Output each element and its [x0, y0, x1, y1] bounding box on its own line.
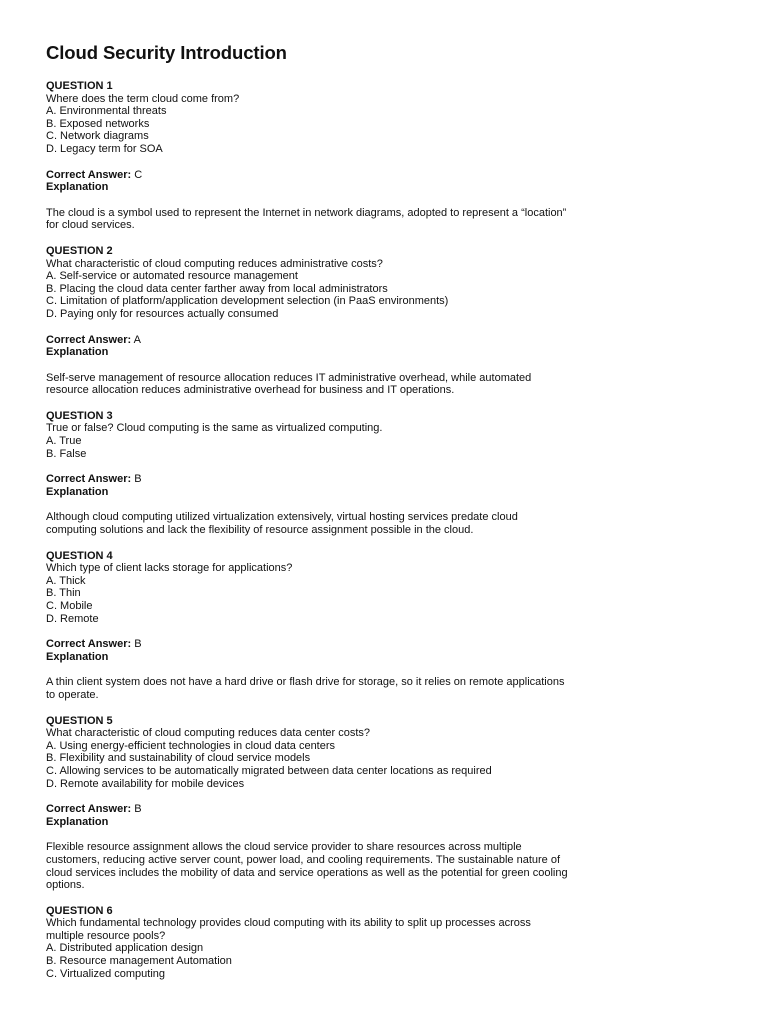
question-block: [46, 715, 616, 905]
explanation-heading: Explanation: [46, 181, 109, 194]
answer-option: A. Distributed application design: [46, 942, 204, 955]
answer-option: B. False: [46, 447, 87, 460]
correct-answer: [46, 334, 616, 347]
question-heading: QUESTION 4: [46, 549, 113, 562]
page-title: Cloud Security Introduction: [46, 42, 287, 63]
correct-answer-label: Correct Answer:: [46, 473, 132, 486]
answer-option: C. Limitation of platform/application development selection (in PaaS environments): [46, 295, 449, 308]
question-text: What characteristic of cloud computing reduces administrative costs?: [46, 257, 383, 270]
question-block: [46, 245, 616, 410]
answer-option: C. Virtualized computing: [46, 967, 166, 980]
explanation-text: resource allocation reduces administrative overhead for business and IT operations.: [46, 384, 455, 397]
question-text: Which type of client lacks storage for applications?: [46, 562, 293, 575]
answer-option: B. Resource management Automation: [46, 955, 232, 968]
answer-option: B. Thin: [46, 587, 81, 600]
question-heading: QUESTION 2: [46, 244, 113, 257]
answer-option: A. Thick: [46, 574, 86, 587]
answer-option: D. Paying only for resources actually consumed: [46, 307, 279, 320]
explanation-text: Self-serve management of resource allocation reduces IT administrative overhead, while automated: [46, 371, 532, 384]
explanation-heading: Explanation: [46, 485, 109, 498]
explanation-text: for cloud services.: [46, 219, 135, 232]
explanation-text: to operate.: [46, 688, 99, 701]
answer-option: C. Network diagrams: [46, 130, 149, 143]
question-text: multiple resource pools?: [46, 929, 166, 942]
document-content: [46, 42, 616, 980]
answer-option: A. True: [46, 435, 82, 448]
question-block: [46, 410, 616, 550]
answer-option: B. Placing the cloud data center farther away from local administrators: [46, 282, 388, 295]
correct-answer: [46, 169, 616, 182]
correct-answer-value: B: [134, 638, 142, 651]
explanation-heading: Explanation: [46, 650, 109, 663]
correct-answer-label: Correct Answer:: [46, 168, 132, 181]
explanation-heading: Explanation: [46, 346, 109, 359]
question-block: [46, 80, 616, 245]
answer-option: D. Remote availability for mobile devices: [46, 777, 245, 790]
explanation-text: Flexible resource assignment allows the cloud service provider to share resources across multiple: [46, 841, 522, 854]
question-text: What characteristic of cloud computing reduces data center costs?: [46, 727, 371, 740]
correct-answer-label: Correct Answer:: [46, 638, 132, 651]
answer-option: C. Mobile: [46, 600, 93, 612]
explanation-text: Although cloud computing utilized virtualization extensively, virtual hosting services predate cloud: [46, 511, 518, 524]
explanation-heading: Explanation: [46, 815, 109, 828]
correct-answer: [46, 803, 616, 816]
question-heading: QUESTION 1: [46, 80, 113, 92]
answer-option: D. Legacy term for SOA: [46, 142, 163, 155]
question-block: [46, 550, 616, 715]
correct-answer-value: B: [134, 803, 142, 816]
answer-option: B. Exposed networks: [46, 117, 150, 130]
correct-answer-value: C: [134, 168, 143, 181]
question-text: Where does the term cloud come from?: [46, 92, 240, 105]
explanation-text: The cloud is a symbol used to represent the Internet in network diagrams, adopted to represent a “location”: [46, 206, 567, 219]
answer-option: B. Flexibility and sustainability of cloud service models: [46, 752, 311, 765]
correct-answer-value: A: [133, 333, 141, 346]
question-heading: QUESTION 5: [46, 714, 113, 727]
correct-answer-label: Correct Answer:: [46, 803, 132, 816]
explanation-text: customers, reducing active server count, power load, and cooling requirements. The sustainable nature of: [46, 853, 561, 866]
question-heading: QUESTION 6: [46, 904, 113, 917]
question-text: True or false? Cloud computing is the same as virtualized computing.: [46, 422, 383, 435]
explanation-text: A thin client system does not have a hard drive or flash drive for storage, so it relies on remote applications: [46, 676, 565, 689]
question-text: Which fundamental technology provides cloud computing with its ability to split up processes across: [46, 917, 531, 930]
correct-answer: [46, 638, 616, 651]
answer-option: D. Remote: [46, 612, 99, 625]
explanation-text: cloud services includes the mobility of data and service operations as well as the potential for green cooling: [46, 866, 568, 879]
answer-option: A. Self-service or automated resource management: [46, 270, 298, 283]
correct-answer: [46, 473, 616, 486]
question-heading: QUESTION 3: [46, 409, 113, 422]
answer-option: A. Environmental threats: [46, 105, 167, 118]
answer-option: C. Allowing services to be automatically migrated between data center locations as required: [46, 764, 492, 777]
correct-answer-label: Correct Answer:: [46, 333, 132, 346]
question-block: [46, 905, 616, 981]
answer-option: A. Using energy-efficient technologies in cloud data centers: [46, 739, 336, 752]
correct-answer-value: B: [134, 473, 142, 486]
explanation-text: computing solutions and lack the flexibility of resource assignment possible in the cloud.: [46, 524, 474, 537]
explanation-text: options.: [46, 879, 85, 892]
